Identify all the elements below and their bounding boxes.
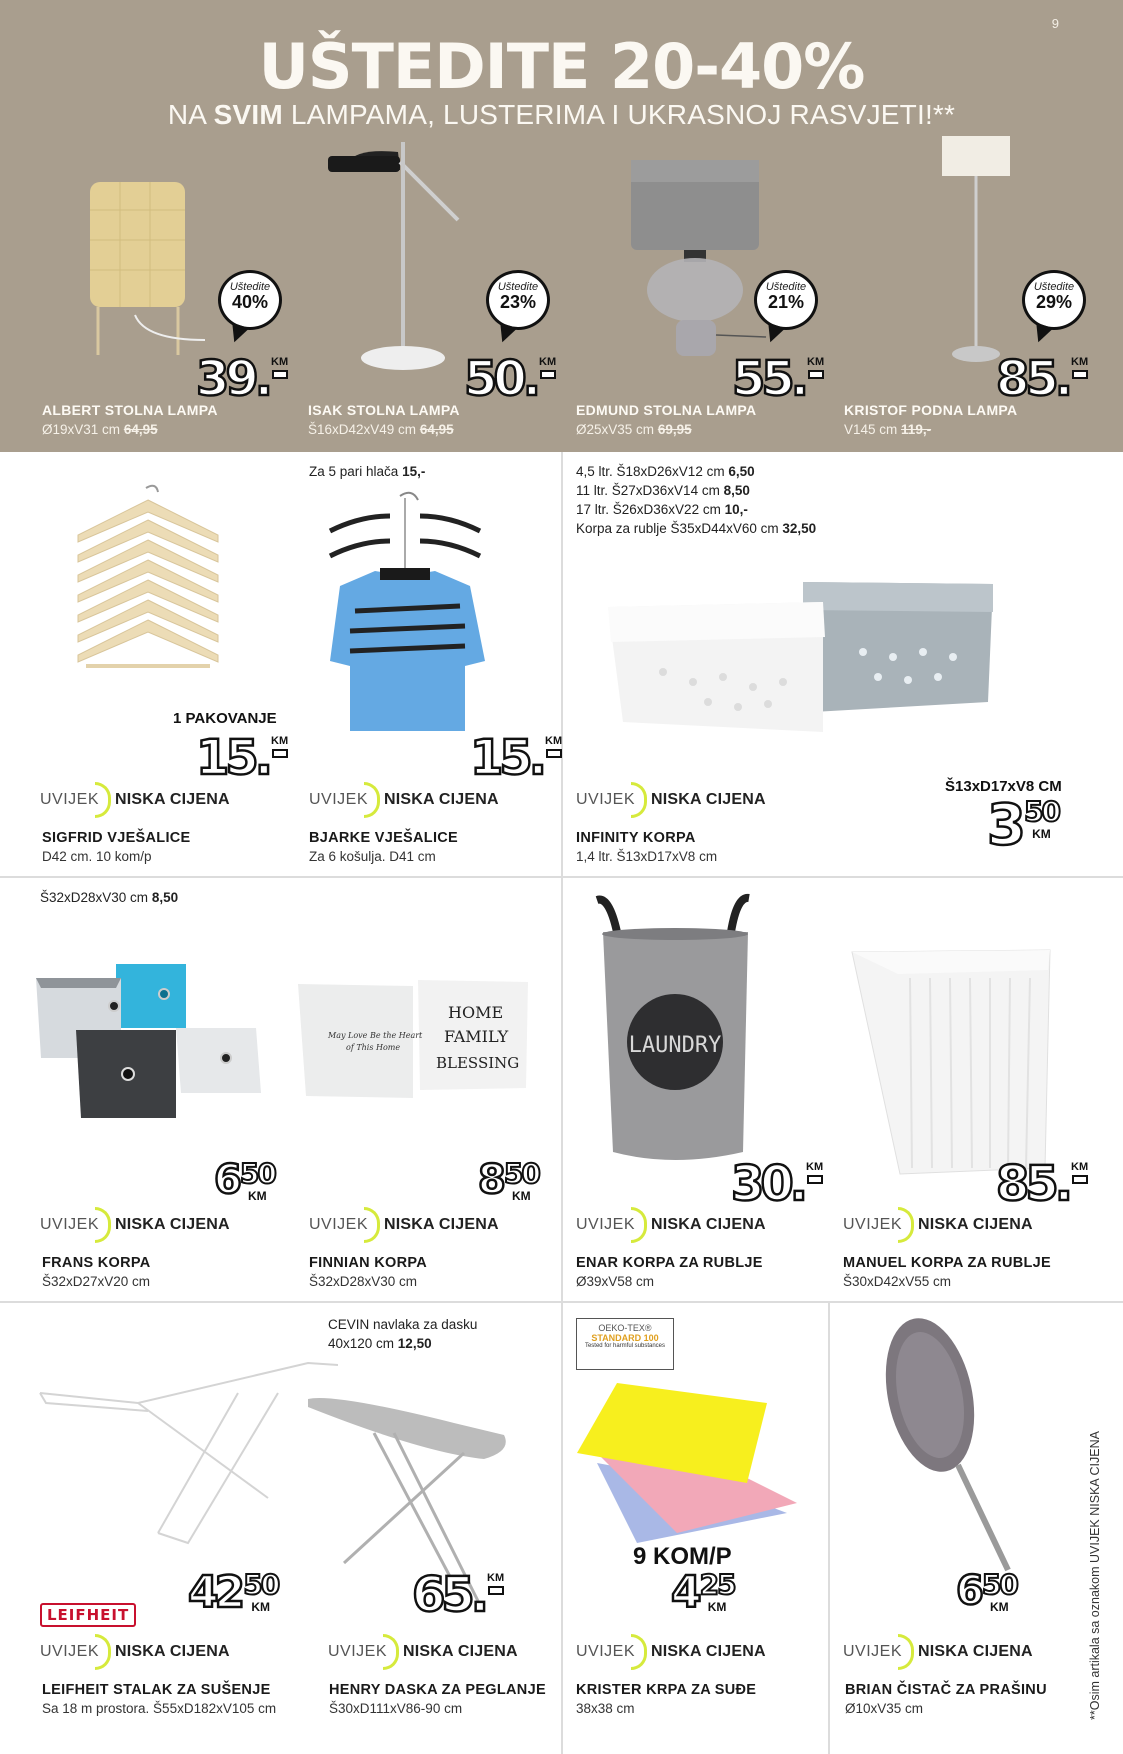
product-frans-basket[interactable] — [0, 878, 280, 1301]
product-finnian-basket[interactable] — [280, 878, 561, 1301]
badge-niska: NISKA CIJENA — [115, 1643, 230, 1660]
price-value: 85. — [996, 1156, 1070, 1212]
wooden-hangers-image — [68, 480, 228, 680]
product-albert-lamp[interactable] — [0, 130, 289, 452]
price-dash — [807, 1175, 823, 1184]
price-tag — [732, 351, 825, 407]
subtitle-post: LAMPAMA, LUSTERIMA I UKRASNOJ RASVJETI!** — [282, 99, 956, 130]
badge-arc-icon — [631, 1634, 647, 1670]
product-name: ISAK STOLNA LAMPA — [308, 402, 460, 418]
product-bjarke-hangers[interactable] — [280, 452, 561, 876]
save-label: Uštedite — [497, 281, 539, 293]
dish-cloths-image — [577, 1383, 797, 1553]
svg-text:of This Home: of This Home — [346, 1043, 401, 1052]
currency: KM — [545, 735, 563, 747]
badge-arc-icon — [95, 782, 111, 818]
desk-lamp-image — [288, 130, 508, 370]
always-low-price-badge — [40, 1634, 230, 1670]
footnote: **Osim artikala sa oznakom UVIJEK NISKA CIJENA — [1088, 1431, 1102, 1720]
product-dimensions: Ø10xV35 cm — [845, 1701, 924, 1716]
currency: KM — [707, 1600, 727, 1614]
save-percent: 29% — [1035, 292, 1073, 312]
product-manuel-laundry-basket[interactable] — [830, 878, 1123, 1301]
price-cents: 50 — [243, 1568, 279, 1601]
save-percent: 23% — [499, 292, 537, 312]
price-tag — [196, 351, 289, 407]
product-dimensions: Š30xD42xV55 cm — [843, 1274, 952, 1289]
price-tag — [731, 1156, 824, 1212]
price-tag — [464, 351, 557, 407]
badge-uvijek: UVIJEK — [843, 1216, 903, 1233]
currency: KM — [539, 356, 557, 368]
badge-uvijek: UVIJEK — [843, 1643, 903, 1660]
product-dimensions: Ø19xV31 cm 64,95 — [42, 422, 158, 437]
currency: KM — [989, 1600, 1009, 1614]
svg-text:May Love Be the Heart: May Love Be the Heart — [328, 1031, 423, 1040]
product-leifheit-dryer[interactable] — [0, 1303, 300, 1754]
product-isak-lamp[interactable] — [268, 130, 557, 452]
product-name: FRANS KORPA — [42, 1255, 151, 1271]
always-low-price-badge — [576, 782, 766, 818]
save-label: Uštedite — [1033, 281, 1075, 293]
svg-text:BLESSING: BLESSING — [436, 1054, 520, 1072]
variant-item: 4,5 ltr. Š18xD26xV12 cm 6,50 — [576, 464, 755, 479]
oeko-tex-certificate — [576, 1318, 674, 1370]
always-low-price-badge — [576, 1207, 766, 1243]
price-cents: 50 — [1023, 795, 1059, 828]
price-tag — [671, 1567, 735, 1618]
product-dimensions: Š16xD42xV49 cm 64,95 — [308, 422, 454, 437]
badge-uvijek: UVIJEK — [40, 791, 100, 808]
product-dimensions: D42 cm. 10 kom/p — [42, 849, 152, 864]
page-number: 9 — [1051, 16, 1059, 31]
product-sigfrid-hangers[interactable] — [0, 452, 289, 876]
always-low-price-badge — [328, 1634, 518, 1670]
product-name: HENRY DASKA ZA PEGLANJE — [329, 1682, 546, 1698]
product-name: SIGFRID VJEŠALICE — [42, 830, 191, 846]
svg-text:FAMILY: FAMILY — [444, 1027, 509, 1046]
fabric-boxes-image — [36, 958, 276, 1138]
price-value: 6 — [956, 1568, 980, 1614]
always-low-price-badge — [40, 782, 230, 818]
svg-text:LAUNDRY: LAUNDRY — [628, 1033, 722, 1058]
badge-arc-icon — [95, 1634, 111, 1670]
duster-image — [880, 1315, 1030, 1575]
variant-item: 17 ltr. Š26xD36xV22 cm 10,- — [576, 502, 748, 517]
old-price: 69,95 — [657, 422, 692, 437]
price-cents: 50 — [503, 1157, 539, 1190]
price-dash — [1072, 370, 1088, 379]
product-name: BRIAN ČISTAČ ZA PRAŠINU — [845, 1682, 1047, 1698]
product-dimensions: V145 cm 119,- — [844, 422, 932, 437]
price-value: 55. — [732, 351, 806, 407]
discount-bubble — [1022, 270, 1086, 330]
badge-niska: NISKA CIJENA — [651, 791, 766, 808]
badge-uvijek: UVIJEK — [40, 1216, 100, 1233]
currency: KM — [1071, 1161, 1089, 1173]
variant-item: Korpa za rublje Š35xD44xV60 cm 32,50 — [576, 521, 817, 536]
hero-banner — [0, 0, 1123, 452]
product-name: MANUEL KORPA ZA RUBLJE — [843, 1255, 1051, 1271]
badge-arc-icon — [898, 1207, 914, 1243]
badge-uvijek: UVIJEK — [309, 791, 369, 808]
subtitle-pre: NA — [167, 99, 214, 130]
laundry-bag-image — [583, 892, 763, 1172]
badge-arc-icon — [898, 1634, 914, 1670]
price-value: 3 — [987, 793, 1022, 858]
currency: KM — [251, 1600, 271, 1614]
glass-lamp-image — [556, 130, 776, 370]
product-henry-ironing-board[interactable] — [300, 1303, 561, 1754]
product-enar-laundry-basket[interactable] — [563, 878, 830, 1301]
product-dimensions: Š30xD111xV86-90 cm — [329, 1701, 463, 1716]
product-name: KRISTOF PODNA LAMPA — [844, 402, 1018, 418]
cert-note: Tested for harmful substances — [584, 1343, 666, 1349]
price-value: 30. — [731, 1156, 805, 1212]
hero-title: UŠTEDITE 20-40% — [258, 30, 865, 103]
product-name: ENAR KORPA ZA RUBLJE — [576, 1255, 763, 1271]
always-low-price-badge — [843, 1207, 1033, 1243]
badge-arc-icon — [364, 1207, 380, 1243]
save-percent: 40% — [231, 292, 269, 312]
hero-subtitle — [0, 98, 1123, 132]
product-name: FINNIAN KORPA — [309, 1255, 428, 1271]
badge-niska: NISKA CIJENA — [918, 1216, 1033, 1233]
currency: KM — [806, 1161, 824, 1173]
price-value: 42 — [188, 1567, 242, 1618]
badge-arc-icon — [364, 782, 380, 818]
price-tag — [996, 1156, 1089, 1212]
product-brian-duster[interactable] — [830, 1303, 1075, 1754]
product-dimensions: Ø25xV35 cm 69,95 — [576, 422, 692, 437]
badge-arc-icon — [95, 1207, 111, 1243]
floor-lamp-image — [824, 130, 1044, 370]
price-tag — [214, 1157, 275, 1203]
product-name: ALBERT STOLNA LAMPA — [42, 402, 218, 418]
always-low-price-badge — [40, 1207, 230, 1243]
package-tag: 1 PAKOVANJE — [173, 710, 277, 727]
currency: KM — [271, 356, 289, 368]
price-tag — [188, 1567, 279, 1618]
price-value: 39. — [196, 351, 270, 407]
badge-niska: NISKA CIJENA — [384, 791, 499, 808]
product-name: KRISTER KRPA ZA SUĐE — [576, 1682, 757, 1698]
price-value: 4 — [671, 1567, 698, 1618]
perforated-baskets-image — [603, 572, 1023, 752]
currency: KM — [487, 1572, 505, 1584]
note-line: 40x120 cm 12,50 — [328, 1336, 432, 1351]
note-text: Š32xD28xV30 cm 8,50 — [40, 890, 179, 905]
badge-niska: NISKA CIJENA — [651, 1643, 766, 1660]
cert-title: OEKO-TEX® — [598, 1323, 652, 1333]
always-low-price-badge — [843, 1634, 1033, 1670]
badge-uvijek: UVIJEK — [576, 791, 636, 808]
price-cents: 25 — [699, 1568, 735, 1601]
badge-niska: NISKA CIJENA — [115, 791, 230, 808]
printed-boxes-image — [298, 978, 548, 1108]
price-value: 15. — [196, 730, 270, 786]
product-name: INFINITY KORPA — [576, 830, 696, 846]
price-value: 65. — [412, 1567, 486, 1623]
size-tag: Š13xD17xV8 CM — [945, 778, 1062, 795]
always-low-price-badge — [309, 1207, 499, 1243]
table-lamp-image — [20, 130, 240, 370]
always-low-price-badge — [576, 1634, 766, 1670]
currency: KM — [807, 356, 825, 368]
price-value: 6 — [214, 1157, 238, 1203]
badge-arc-icon — [383, 1634, 399, 1670]
save-label: Uštedite — [765, 281, 807, 293]
price-tag — [412, 1567, 505, 1623]
product-name: BJARKE VJEŠALICE — [309, 830, 459, 846]
product-krister-dish-cloth[interactable] — [563, 1303, 828, 1754]
price-tag — [196, 730, 289, 786]
product-name: LEIFHEIT STALAK ZA SUŠENJE — [42, 1682, 271, 1698]
product-dimensions: Za 6 košulja. D41 cm — [309, 849, 436, 864]
badge-uvijek: UVIJEK — [576, 1216, 636, 1233]
price-dash — [546, 749, 562, 758]
badge-uvijek: UVIJEK — [328, 1643, 388, 1660]
cert-standard: STANDARD 100 — [591, 1333, 659, 1343]
badge-uvijek: UVIJEK — [576, 1643, 636, 1660]
badge-niska: NISKA CIJENA — [115, 1216, 230, 1233]
price-tag — [478, 1157, 539, 1203]
product-dimensions: Š32xD28xV30 cm — [309, 1274, 418, 1289]
currency: KM — [1032, 827, 1051, 841]
price-value: 8 — [478, 1157, 502, 1203]
price-tag — [956, 1568, 1017, 1614]
product-name: EDMUND STOLNA LAMPA — [576, 402, 757, 418]
product-infinity-basket[interactable] — [563, 452, 1123, 876]
badge-niska: NISKA CIJENA — [918, 1643, 1033, 1660]
badge-arc-icon — [631, 782, 647, 818]
price-value: 85. — [996, 351, 1070, 407]
badge-niska: NISKA CIJENA — [384, 1216, 499, 1233]
product-dimensions: 1,4 ltr. Š13xD17xV8 cm — [576, 849, 718, 864]
drying-rack-image — [38, 1353, 338, 1553]
white-hamper-image — [850, 938, 1070, 1178]
shirt-hanger-image — [320, 486, 500, 736]
currency: KM — [247, 1189, 267, 1203]
product-dimensions: 38x38 cm — [576, 1701, 635, 1716]
currency: KM — [1071, 356, 1089, 368]
price-tag — [996, 351, 1089, 407]
currency: KM — [271, 735, 289, 747]
product-kristof-lamp[interactable] — [804, 130, 1089, 452]
product-edmund-lamp[interactable] — [536, 130, 825, 452]
product-dimensions: Sa 18 m prostora. Š55xD182xV105 cm — [42, 1701, 277, 1716]
price-cents: 50 — [981, 1568, 1017, 1601]
old-price: 119,- — [901, 422, 932, 437]
subtitle-bold: SVIM — [213, 99, 283, 130]
badge-uvijek: UVIJEK — [309, 1216, 369, 1233]
note-line: CEVIN navlaka za dasku — [328, 1317, 478, 1332]
leifheit-logo: LEIFHEIT — [40, 1603, 136, 1627]
badge-arc-icon — [631, 1207, 647, 1243]
variant-item: 11 ltr. Š27xD36xV14 cm 8,50 — [576, 483, 750, 498]
price-cents: 50 — [239, 1157, 275, 1190]
old-price: 64,95 — [123, 422, 158, 437]
variant-list — [576, 462, 816, 538]
price-value: 15. — [470, 730, 544, 786]
save-label: Uštedite — [229, 281, 271, 293]
package-tag: 9 KOM/P — [633, 1543, 732, 1570]
save-percent: 21% — [767, 292, 805, 312]
badge-niska: NISKA CIJENA — [651, 1216, 766, 1233]
price-dash — [488, 1586, 504, 1595]
price-value: 50. — [464, 351, 538, 407]
product-dimensions: Š32xD27xV20 cm — [42, 1274, 151, 1289]
price-tag — [987, 793, 1059, 858]
always-low-price-badge — [309, 782, 499, 818]
note-text: Za 5 pari hlača 15,- — [309, 464, 426, 479]
price-dash — [1072, 1175, 1088, 1184]
note-text — [328, 1315, 477, 1353]
currency: KM — [511, 1189, 531, 1203]
price-tag — [470, 730, 563, 786]
old-price: 64,95 — [419, 422, 454, 437]
badge-uvijek: UVIJEK — [40, 1643, 100, 1660]
svg-text:HOME: HOME — [448, 1003, 504, 1022]
product-dimensions: Ø39xV58 cm — [576, 1274, 655, 1289]
badge-niska: NISKA CIJENA — [403, 1643, 518, 1660]
